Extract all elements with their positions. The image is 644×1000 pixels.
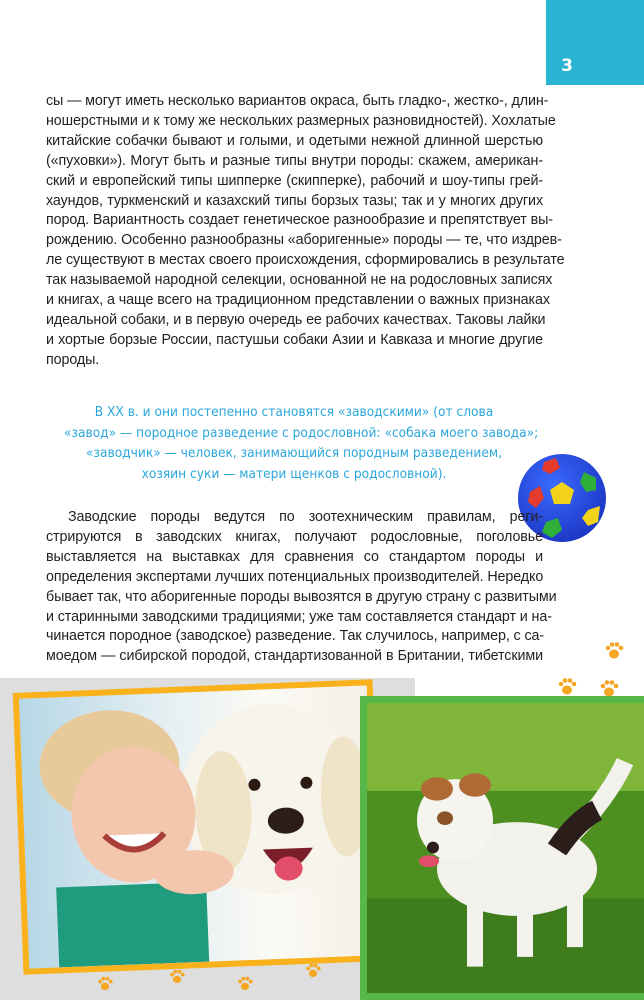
paw-print-icon [236, 975, 254, 993]
paw-print-icon [96, 975, 114, 993]
text-line: ношерстными и к тому же нескольких размерных разновидностей). Хохлатые [46, 112, 556, 129]
text-line: и старинными заводскими традициями; уже там составляется стандарт и на- [46, 608, 552, 625]
text-line: стрируются в заводских книгах, получают родословные, поголовье [46, 528, 543, 545]
callout-line: В XX в. и они постепенно становятся «заводскими» (от слова [94, 404, 494, 420]
girl-with-dog-photo [13, 679, 384, 975]
fox-terrier-photo [360, 696, 644, 1000]
text-line: моедом — сибирской породой, стандартизованной в Британии, тибетскими [46, 648, 543, 665]
paw-print-icon [304, 962, 322, 980]
text-line: сы — могут иметь несколько вариантов окраса, быть гладко-, жестко-, длин- [46, 93, 549, 109]
text-line: выставляется на выставках для сравнения со стандартом породы и [46, 548, 543, 565]
text-line: хаундов, туркменский и казахский типы борзых тазы; так и у многих других [46, 192, 543, 209]
text-line: определения экспертами лучших потенциальных производителей. Нередко [46, 568, 544, 585]
paw-print-icon [168, 968, 186, 986]
callout-line: «заводчик» — человек, занимающийся породным разведением, [86, 445, 502, 461]
text-line: китайские собачки бывают и голыми, и одетыми нежной длинной шерстью [46, 132, 543, 149]
text-line: пород. Вариантность создает генетическое разнообразие и препятствует вы- [46, 212, 553, 229]
text-line: рождению. Особенно разнообразны «аборигенные» породы — те, что издрев- [46, 232, 562, 249]
text-line: породы. [46, 351, 100, 368]
text-line: так называемой народной селекции, основанной не на родословных записях [46, 272, 553, 289]
text-line: и хортые борзые России, пастушьи собаки Азии и Кавказа и многие другие [46, 331, 543, 348]
paragraph-1 [46, 92, 565, 371]
paw-print-icon [556, 676, 578, 698]
text-line: чинается породное (заводское) разведение. Так случилось, например, с са- [46, 628, 545, 645]
callout-line: «завод» — породное разведение с родословной: «собака моего завода»; [64, 424, 539, 441]
page-number: 3 [561, 56, 573, 76]
text-line: бывает так, что аборигенные породы вывозятся в другую страну с развитыми [46, 588, 557, 605]
text-line: ский и европейский типы шипперке (скипперке), рабочий и шоу-типы грей- [46, 172, 543, 189]
text-line: и книгах, а чаще всего на традиционном представлении о важных признаках [46, 292, 550, 309]
text-line: ле существуют в местах своего происхождения, сформировались в результате [46, 252, 565, 269]
paragraph-2 [46, 508, 557, 667]
callout-line: хозяин суки — матери щенков с родословной). [141, 465, 447, 482]
callout-quote [64, 402, 539, 484]
text-line: идеальной собаки, и в первую очередь ее рабочих качествах. Таковы лайки [46, 311, 546, 328]
text-line: («пуховки»). Могут быть и разные типы внутри породы: скажем, американ- [46, 152, 543, 169]
text-line: Заводские породы ведутся по зоотехническим правилам, реги- [68, 509, 543, 525]
paw-print-icon [603, 640, 625, 662]
